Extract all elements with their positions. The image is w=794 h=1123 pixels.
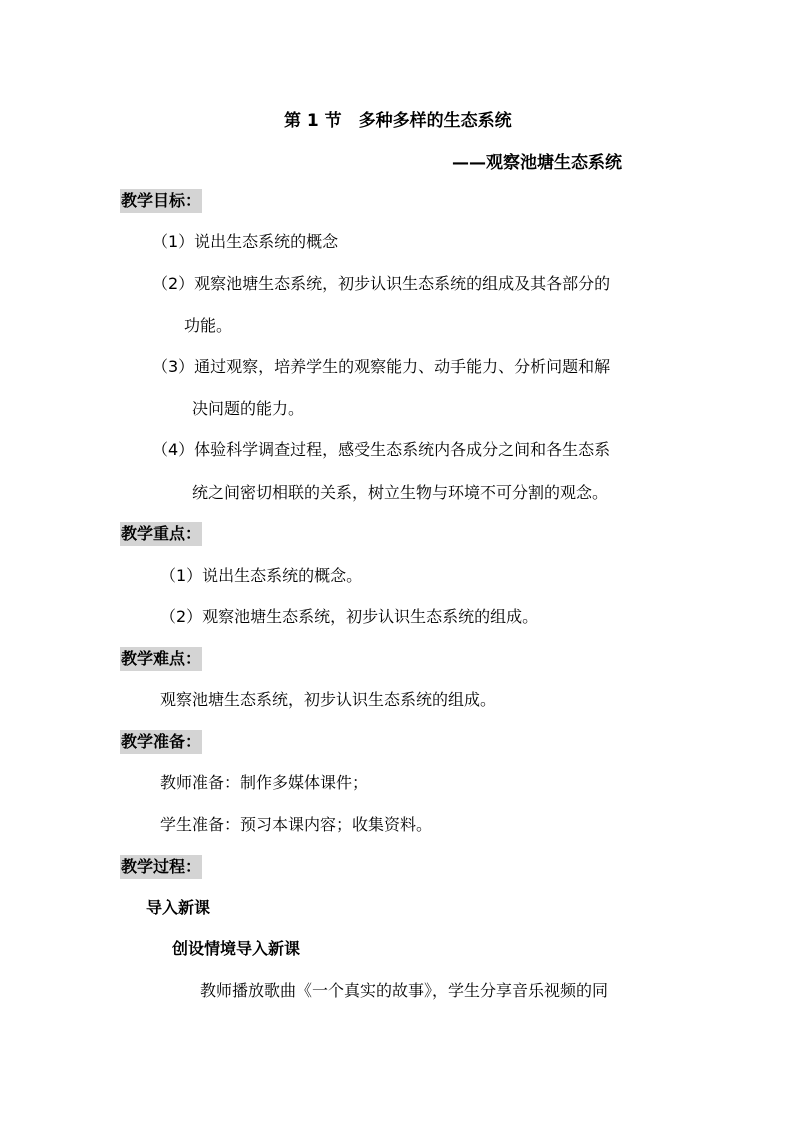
- goal-item: （1）说出生态系统的概念: [152, 232, 339, 251]
- preparation-item: 教师准备：制作多媒体课件；: [160, 773, 369, 792]
- difficulty-item: 观察池塘生态系统，初步认识生态系统的组成。: [160, 690, 497, 709]
- process-subheading-2: 创设情境导入新课: [172, 939, 301, 958]
- key-point-item: （2）观察池塘生态系统，初步认识生态系统的组成。: [160, 607, 539, 626]
- preparation-item: 学生准备：预习本课内容；收集资料。: [160, 815, 433, 834]
- goal-item: （3）通过观察，培养学生的观察能力、动手能力、分析问题和解: [152, 357, 611, 376]
- section-heading-process: 教学过程：: [120, 855, 202, 879]
- section-heading-key-points: 教学重点：: [120, 522, 202, 546]
- process-subheading: 导入新课: [146, 898, 211, 917]
- goal-item-continued: 统之间密切相联的关系，树立生物与环境不可分割的观念。: [192, 483, 609, 502]
- key-point-item: （1）说出生态系统的概念。: [160, 566, 363, 585]
- goal-item: （2）观察池塘生态系统，初步认识生态系统的组成及其各部分的: [152, 274, 611, 293]
- process-paragraph: 教师播放歌曲《一个真实的故事》，学生分享音乐视频的同: [200, 981, 609, 1000]
- lesson-title: 第 1 节 多种多样的生态系统: [284, 111, 512, 131]
- goal-item: （4）体验科学调查过程，感受生态系统内各成分之间和各生态系: [152, 440, 611, 459]
- goal-item-continued: 功能。: [184, 316, 233, 335]
- section-heading-difficulties: 教学难点：: [120, 647, 202, 671]
- section-heading-preparation: 教学准备：: [120, 730, 202, 754]
- lesson-subtitle: ——观察池塘生态系统: [452, 153, 622, 173]
- section-heading-goals: 教学目标：: [120, 189, 202, 213]
- goal-item-continued: 决问题的能力。: [192, 399, 305, 418]
